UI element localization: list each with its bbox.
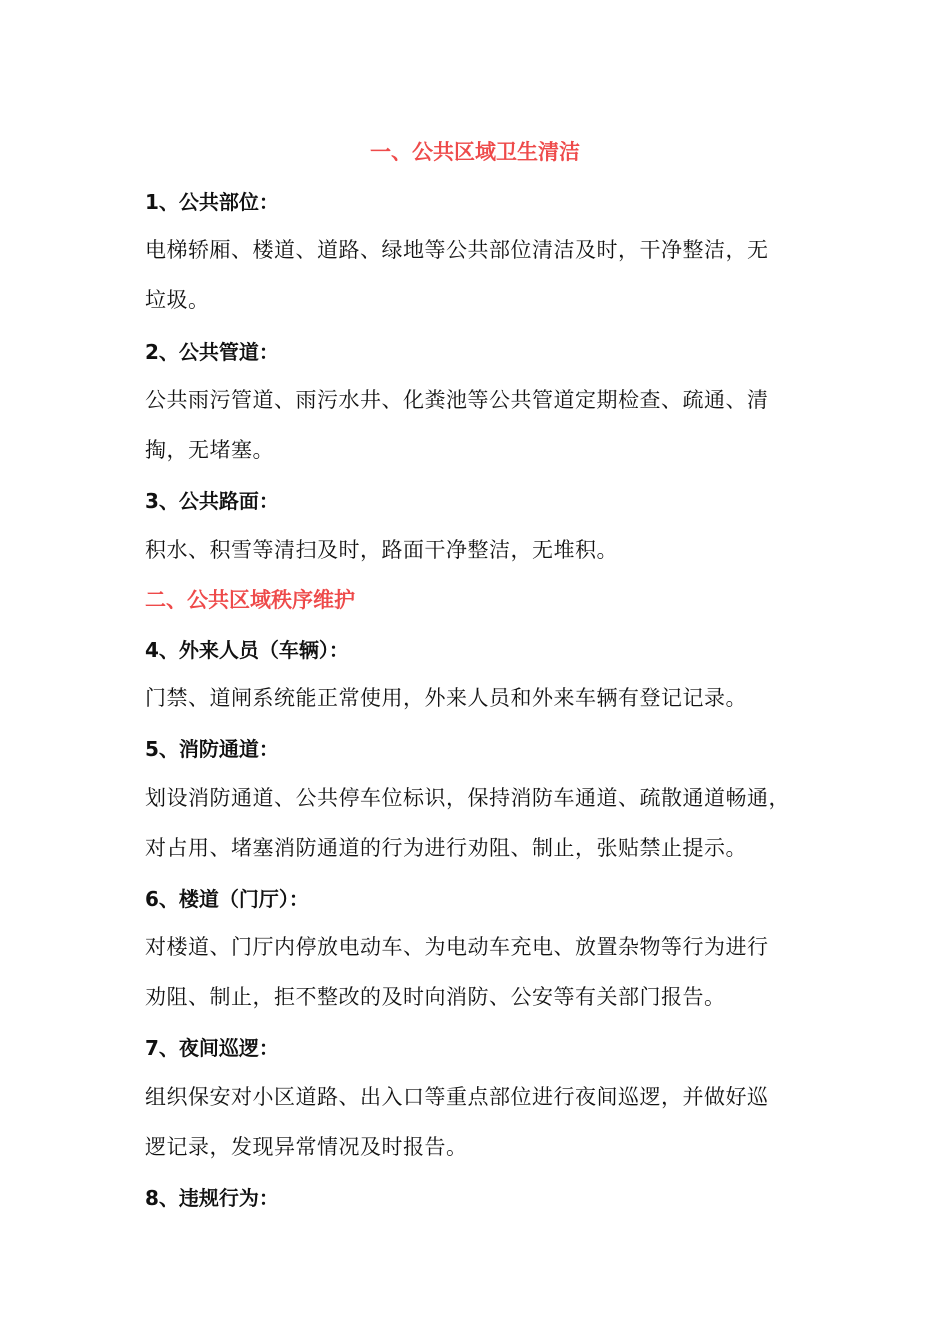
item-heading-public-areas: 1、公共部位： [145, 190, 279, 214]
item-heading-public-pipes: 2、公共管道： [145, 340, 279, 364]
item-heading-public-roads: 3、公共路面： [145, 489, 279, 513]
item-text-line: 积水、积雪等清扫及时，路面干净整洁，无堆积。 [145, 538, 618, 562]
item-heading-visitors: 4、外来人员（车辆）： [145, 638, 349, 662]
item-text-line: 组织保安对小区道路、出入口等重点部位进行夜间巡逻，并做好巡 [145, 1085, 769, 1109]
section-title-public-cleaning: 一、公共区域卫生清洁 [370, 140, 580, 164]
item-text-line: 公共雨污管道、雨污水井、化粪池等公共管道定期检查、疏通、清 [145, 388, 769, 412]
item-heading-night-patrol: 7、夜间巡逻： [145, 1036, 279, 1060]
item-text-line: 逻记录，发现异常情况及时报告。 [145, 1135, 468, 1159]
item-heading-violations: 8、违规行为： [145, 1186, 279, 1210]
item-text-line: 电梯轿厢、楼道、道路、绿地等公共部位清洁及时，干净整洁，无 [145, 238, 769, 262]
item-text-line: 掏，无堵塞。 [145, 438, 274, 462]
item-text-line: 对楼道、门厅内停放电动车、为电动车充电、放置杂物等行为进行 [145, 935, 769, 959]
item-text-line: 对占用、堵塞消防通道的行为进行劝阻、制止，张贴禁止提示。 [145, 836, 747, 860]
item-text-line: 门禁、道闸系统能正常使用，外来人员和外来车辆有登记记录。 [145, 686, 747, 710]
item-heading-fire-lanes: 5、消防通道： [145, 737, 279, 761]
section-title-order-maintenance: 二、公共区域秩序维护 [145, 588, 355, 612]
item-text-line: 劝阻、制止，拒不整改的及时向消防、公安等有关部门报告。 [145, 985, 726, 1009]
item-heading-corridors: 6、楼道（门厅）： [145, 887, 309, 911]
item-text-line: 垃圾。 [145, 288, 210, 312]
item-text-line: 划设消防通道、公共停车位标识，保持消防车通道、疏散通道畅通， [145, 786, 790, 810]
